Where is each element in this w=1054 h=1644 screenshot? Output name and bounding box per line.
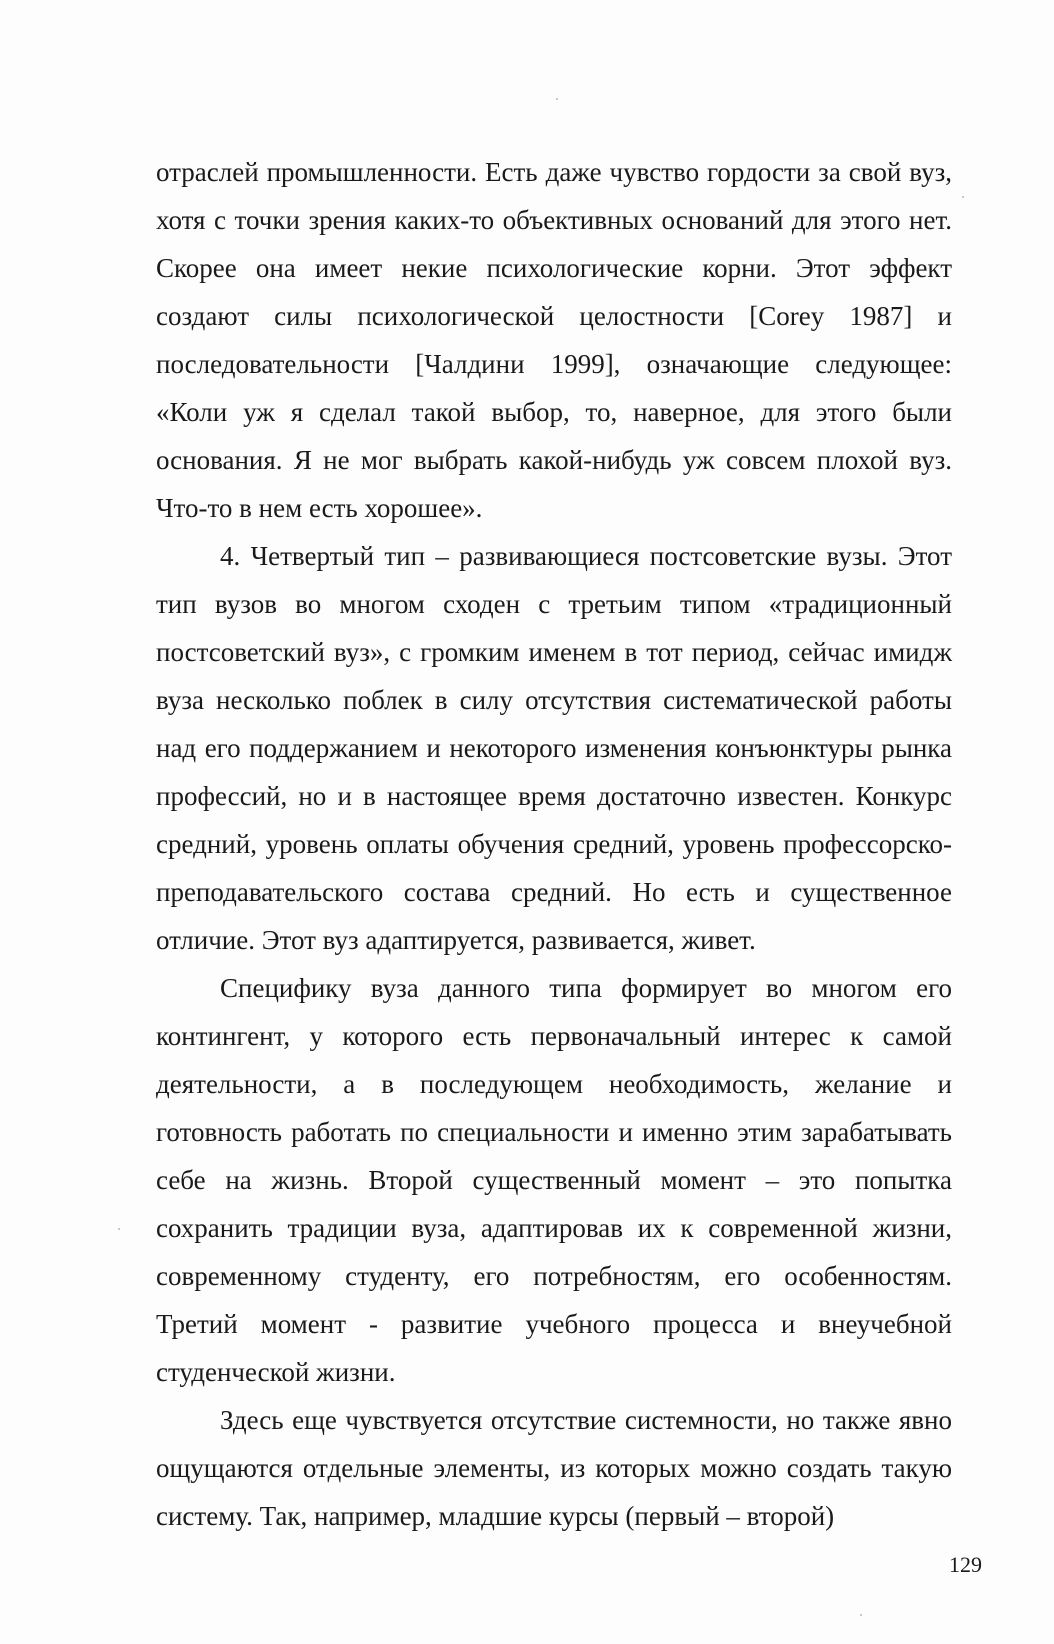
paragraph-1: отраслей промышленности. Есть даже чувство гордости за свой вуз, хотя с точки зрения каких-то объективных оснований для этого нет. Скорее она имеет некие психологические корни. Этот эффект создают силы психологической целостности [Corey 1987] и последовательности [Чалдини 1999], означающие следующее: «Коли уж я сделал такой выбор, то, наверное, для этого были основания. Я не мог выбрать какой-нибудь уж совсем плохой вуз. Что-то в нем есть хорошее». [156,157,952,523]
page-number: 129 [949,1552,982,1577]
scan-speck [860,1614,862,1616]
paragraph-4: Здесь еще чувствуется отсутствие системности, но также явно ощущаются отдельные элементы, из которых можно создать такую систему. Так, например, младшие курсы (первый – второй) [156,1405,952,1531]
paragraph-3: Специфику вуза данного типа формирует во многом его контингент, у которого есть первоначальный интерес к самой деятельности, а в последующем необходимость, желание и готовность работать по специальности и именно этим зарабатывать себе на жизнь. Второй существенный момент – это попытка сохранить традиции вуза, адаптировав их к современной жизни, современному студенту, его потребностям, его особенностям. Третий момент - развитие учебного процесса и внеучебной студенческой жизни. [156,973,952,1387]
scan-speck [962,196,964,198]
scan-speck [118,1228,120,1230]
scan-speck [556,98,558,100]
body-text [156,148,952,1540]
paragraph-2: 4. Четвертый тип – развивающиеся постсоветские вузы. Этот тип вузов во многом сходен с третьим типом «традиционный постсоветский вуз», с громким именем в тот период, сейчас имидж вуза несколько поблек в силу отсутствия систематической работы над его поддержанием и некоторого изменения конъюнктуры рынка профессий, но и в настоящее время достаточно известен. Конкурс средний, уровень оплаты обучения средний, уровень профессорско-преподавательского состава средний. Но есть и существенное отличие. Этот вуз адаптируется, развивается, живет. [156,541,952,955]
